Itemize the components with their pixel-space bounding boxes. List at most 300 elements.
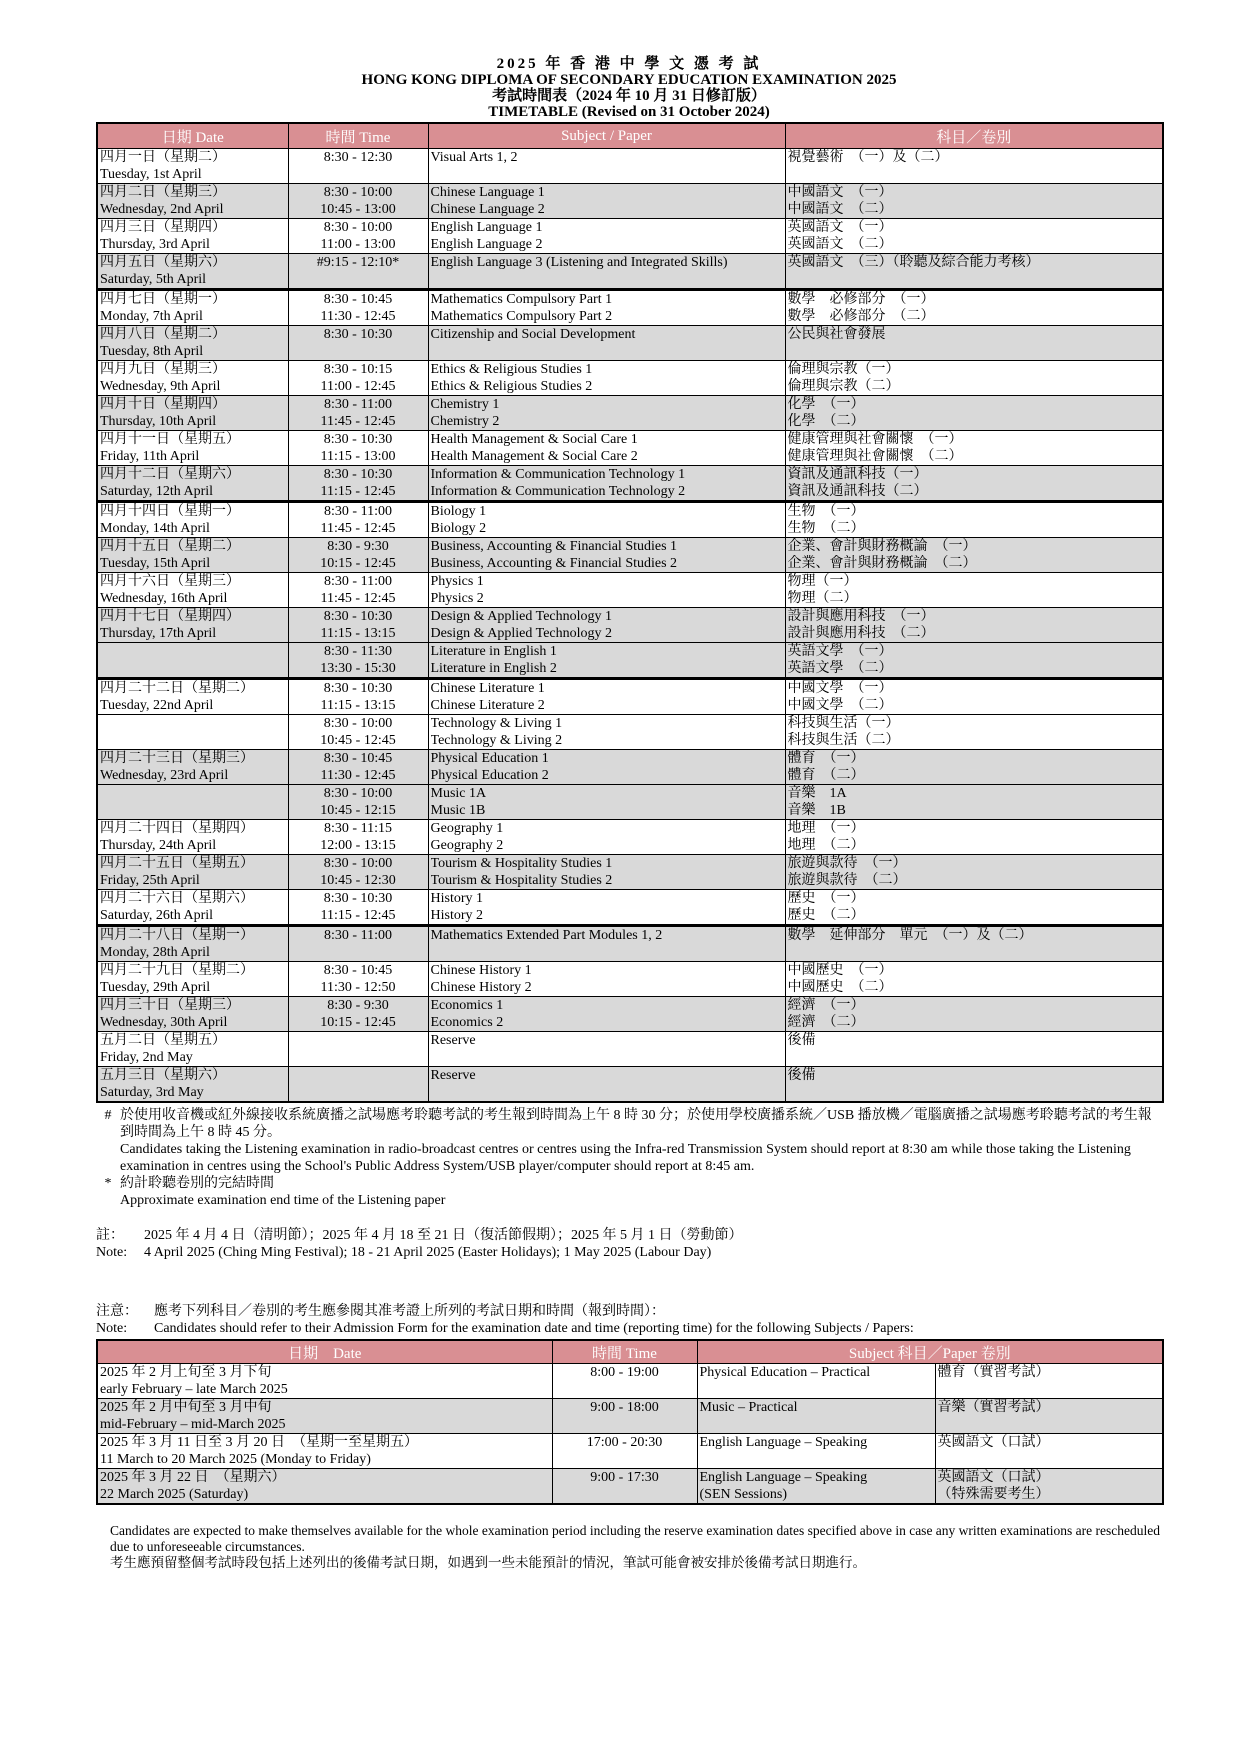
subject-cell-line: History 1 <box>430 891 483 906</box>
date-cell <box>97 715 288 750</box>
special-date-cell <box>97 1434 552 1469</box>
subject-cell <box>428 396 785 431</box>
spacer <box>96 1141 120 1175</box>
date-cell-line: 四月二日（星期三） <box>100 185 226 200</box>
subject-zh-cell-line: 視覺藝術 （一）及（二） <box>787 150 949 165</box>
time-cell <box>288 890 428 926</box>
special-subject-cell <box>697 1399 935 1434</box>
table-row <box>97 396 1163 431</box>
subject-cell <box>428 431 785 466</box>
subject-cell-line: Reserve <box>430 1033 476 1048</box>
special-date-cell <box>97 1469 552 1505</box>
special-subject-cell-line: English Language – Speaking <box>699 1435 868 1450</box>
subject-zh-cell <box>785 643 1163 679</box>
timetable-header-row <box>97 123 1163 149</box>
time-cell-line: 10:15 - 12:45 <box>320 1015 396 1030</box>
special-subject-zh-cell <box>935 1434 1163 1469</box>
date-cell-line: Thursday, 10th April <box>100 414 217 429</box>
special-subject-zh-cell <box>935 1399 1163 1434</box>
subject-cell-line: Information & Communication Technology 2 <box>430 484 686 499</box>
table-row <box>97 361 1163 396</box>
special-row <box>97 1434 1163 1469</box>
subject-cell <box>428 290 785 326</box>
subject-zh-cell-line: 中國文學 （二） <box>787 698 893 713</box>
subject-cell-line: Visual Arts 1, 2 <box>430 150 518 165</box>
column-header-subject: Subject / Paper <box>428 123 785 149</box>
special-date-cell <box>97 1364 552 1399</box>
subject-zh-cell <box>785 219 1163 254</box>
date-cell-line: 四月十一日（星期五） <box>100 432 240 447</box>
footnote-hash-en: Candidates taking the Listening examination in radio-broadcast centres or centres using the Infra-red Transmission System should report at 8:30 am while those taking the Listening examination in centres using the School's Public Address System/USB player/computer should report at 8:45 am. <box>120 1142 1131 1174</box>
special-subject-zh-cell-line: 體育（實習考試） <box>937 1365 1050 1380</box>
subject-cell-line: Chinese Language 1 <box>430 185 545 200</box>
subject-zh-cell <box>785 890 1163 926</box>
subject-zh-cell-line: 旅遊與款待 （一） <box>787 856 907 871</box>
subject-zh-cell-line: 中國語文 （二） <box>787 202 893 217</box>
special-subject-cell <box>697 1364 935 1399</box>
special-subject-zh-cell <box>935 1469 1163 1505</box>
time-cell <box>288 573 428 608</box>
subject-zh-cell <box>785 997 1163 1032</box>
date-cell-line: 五月三日（星期六） <box>100 1068 226 1083</box>
subject-cell-line: Design & Applied Technology 2 <box>430 626 613 641</box>
subject-zh-cell-line: 倫理與宗教（一） <box>787 362 900 377</box>
time-cell-line: 8:30 - 10:30 <box>323 467 393 482</box>
time-cell-line: 10:45 - 13:00 <box>320 202 396 217</box>
subject-cell-line: Physics 1 <box>430 574 484 589</box>
special-row <box>97 1364 1163 1399</box>
time-cell <box>288 643 428 679</box>
subject-cell-line: English Language 3 (Listening and Integrated Skills) <box>430 255 728 270</box>
subject-cell-line: Health Management & Social Care 2 <box>430 449 638 464</box>
time-cell <box>288 396 428 431</box>
subject-zh-cell-line: 數學 延伸部分 單元 （一）及（二） <box>787 928 1033 943</box>
time-cell-line: 8:30 - 10:30 <box>323 681 393 696</box>
subject-zh-cell-line: 數學 必修部分 （二） <box>787 309 935 324</box>
document-page <box>96 56 1162 1571</box>
subject-zh-cell <box>785 502 1163 538</box>
subject-cell <box>428 466 785 502</box>
special-subject-cell-line: Physical Education – Practical <box>699 1365 871 1380</box>
subject-zh-cell-line: 體育 （二） <box>787 768 865 783</box>
subject-zh-cell-line: 倫理與宗教（二） <box>787 379 900 394</box>
subject-cell-line: Economics 1 <box>430 998 504 1013</box>
subject-zh-cell-line: 企業、會計與財務概論 （二） <box>787 556 977 571</box>
table-row <box>97 926 1163 962</box>
column-header-subject-zh: 科目／卷別 <box>785 123 1163 149</box>
special-subject-cell-line: Music – Practical <box>699 1400 798 1415</box>
footnote-hash-en-row <box>96 1141 1162 1175</box>
time-cell-line: 8:30 - 9:30 <box>327 539 389 554</box>
special-time-cell: 9:00 - 17:30 <box>552 1469 697 1505</box>
time-cell <box>288 1032 428 1067</box>
time-cell-line: 11:00 - 12:45 <box>320 379 396 394</box>
date-cell <box>97 361 288 396</box>
date-cell <box>97 997 288 1032</box>
footnote-star-en: Approximate examination end time of the Listening paper <box>120 1193 446 1208</box>
table-row <box>97 466 1163 502</box>
special-subject-cell-line: (SEN Sessions) <box>699 1487 788 1502</box>
date-cell-line: Friday, 2nd May <box>100 1050 193 1065</box>
time-cell <box>288 184 428 219</box>
subject-zh-cell-line: 後備 <box>787 1033 816 1048</box>
subject-zh-cell <box>785 149 1163 184</box>
date-cell-line: Thursday, 24th April <box>100 838 217 853</box>
subject-zh-cell-line: 中國歷史 （二） <box>787 980 893 995</box>
time-cell <box>288 502 428 538</box>
date-cell <box>97 290 288 326</box>
subject-zh-cell <box>785 254 1163 290</box>
subject-cell <box>428 890 785 926</box>
table-row <box>97 184 1163 219</box>
subject-cell-line: Technology & Living 1 <box>430 716 563 731</box>
subject-zh-cell-line: 生物 （二） <box>787 521 865 536</box>
time-cell-line: 10:45 - 12:15 <box>320 803 396 818</box>
subject-zh-cell-line: 地理 （二） <box>787 838 865 853</box>
time-cell-line: 8:30 - 9:30 <box>327 998 389 1013</box>
date-cell-line: Wednesday, 23rd April <box>100 768 229 783</box>
subject-cell-line: Ethics & Religious Studies 2 <box>430 379 593 394</box>
subject-cell-line: Literature in English 1 <box>430 644 557 659</box>
special-subject-zh-cell-line: 英國語文（口試） <box>937 1435 1050 1450</box>
table-row <box>97 502 1163 538</box>
date-cell-line: 四月二十八日（星期一） <box>100 928 254 943</box>
subject-zh-cell-line: 資訊及通訊科技（一） <box>787 467 928 482</box>
special-body <box>97 1364 1163 1505</box>
subject-cell <box>428 750 785 785</box>
table-row <box>97 715 1163 750</box>
remark-zh-label: 註： <box>96 1228 124 1243</box>
subject-cell <box>428 361 785 396</box>
table-row <box>97 326 1163 361</box>
date-cell-line: Friday, 25th April <box>100 873 200 888</box>
special-subject-cell <box>697 1469 935 1505</box>
date-cell <box>97 962 288 997</box>
date-cell-line: Wednesday, 30th April <box>100 1015 228 1030</box>
title-en: HONG KONG DIPLOMA OF SECONDARY EDUCATION EXAMINATION 2025 <box>361 72 897 88</box>
special-subject-zh-cell-line: （特殊需要考生） <box>937 1487 1050 1502</box>
date-cell <box>97 219 288 254</box>
column-header-time: 時間 Time <box>288 123 428 149</box>
note2-zh-label: 注意： <box>96 1304 138 1319</box>
time-cell-line: 11:45 - 12:45 <box>320 591 396 606</box>
time-cell-line: 8:30 - 10:00 <box>323 220 393 235</box>
subject-zh-cell-line: 體育 （一） <box>787 751 865 766</box>
special-date-cell-line: 2025 年 2 月上旬至 3 月下旬 <box>100 1365 272 1380</box>
subject-zh-cell <box>785 396 1163 431</box>
date-cell-line: 四月八日（星期二） <box>100 327 226 342</box>
special-subject-zh-cell <box>935 1364 1163 1399</box>
special-time-cell: 9:00 - 18:00 <box>552 1399 697 1434</box>
table-row <box>97 820 1163 855</box>
date-cell-line: 四月十六日（星期三） <box>100 574 240 589</box>
special-subject-cell-line: English Language – Speaking <box>699 1470 868 1485</box>
special-note <box>96 1303 1162 1337</box>
table-row <box>97 750 1163 785</box>
time-cell <box>288 219 428 254</box>
time-cell-line: 8:30 - 10:30 <box>323 327 393 342</box>
time-cell-line: 8:30 - 10:00 <box>323 185 393 200</box>
date-cell-line: Thursday, 17th April <box>100 626 217 641</box>
subject-cell <box>428 608 785 643</box>
subject-zh-cell-line: 生物 （一） <box>787 504 865 519</box>
special-date-cell <box>97 1399 552 1434</box>
time-cell-line: 11:00 - 13:00 <box>320 237 396 252</box>
subject-cell-line: Information & Communication Technology 1 <box>430 467 686 482</box>
date-cell <box>97 254 288 290</box>
subject-zh-cell <box>785 962 1163 997</box>
date-cell <box>97 502 288 538</box>
timetable-body <box>97 149 1163 1103</box>
note2-zh-text: 應考下列科目／卷別的考生應參閱其准考證上所列的考試日期和時間（報到時間）： <box>154 1304 665 1319</box>
subject-zh-cell-line: 中國語文 （一） <box>787 185 893 200</box>
table-row <box>97 890 1163 926</box>
date-cell <box>97 785 288 820</box>
date-cell-line: Saturday, 12th April <box>100 484 214 499</box>
time-cell-line: 11:30 - 12:45 <box>320 768 396 783</box>
note2-en-text: Candidates should refer to their Admission Form for the examination date and time (reporting time) for the following Subjects / Papers: <box>154 1321 914 1336</box>
time-cell-line: 11:30 - 12:45 <box>320 309 396 324</box>
time-cell <box>288 750 428 785</box>
special-date-cell-line: 2025 年 3 月 22 日 （星期六） <box>100 1470 286 1485</box>
time-cell-line: 8:30 - 11:00 <box>324 504 392 519</box>
time-cell <box>288 431 428 466</box>
star-symbol: * <box>104 1176 112 1191</box>
table-row <box>97 997 1163 1032</box>
date-cell-line: 四月二十四日（星期四） <box>100 821 254 836</box>
note2-en-label: Note: <box>96 1321 128 1336</box>
subject-zh-cell-line: 中國文學 （一） <box>787 681 893 696</box>
time-cell <box>288 290 428 326</box>
date-cell <box>97 643 288 679</box>
subject-cell-line: Tourism & Hospitality Studies 2 <box>430 873 613 888</box>
subject-zh-cell-line: 歷史 （二） <box>787 908 865 923</box>
hash-symbol: # <box>104 1108 112 1123</box>
date-cell-line: 四月十日（星期四） <box>100 397 226 412</box>
remark-en-label: Note: <box>96 1245 128 1260</box>
time-cell-line: 8:30 - 10:00 <box>323 786 393 801</box>
time-cell-line: 8:30 - 10:00 <box>323 856 393 871</box>
date-cell-line: Tuesday, 22nd April <box>100 698 214 713</box>
subject-cell-line: Geography 1 <box>430 821 504 836</box>
table-row <box>97 1032 1163 1067</box>
date-cell <box>97 431 288 466</box>
subject-zh-cell-line: 中國歷史 （一） <box>787 963 893 978</box>
time-cell-line: 8:30 - 10:45 <box>323 292 393 307</box>
subject-cell-line: Ethics & Religious Studies 1 <box>430 362 593 377</box>
subject-cell-line: Economics 2 <box>430 1015 504 1030</box>
time-cell <box>288 466 428 502</box>
subject-zh-cell-line: 地理 （一） <box>787 821 865 836</box>
subject-cell <box>428 785 785 820</box>
subject-cell-line: Chemistry 1 <box>430 397 500 412</box>
final-en: Candidates are expected to make themselves available for the whole examination period including the reserve examination dates specified above in case any written examinations are rescheduled due to unforeseeable circumstances. <box>110 1523 1160 1554</box>
table-row <box>97 254 1163 290</box>
subject-cell-line: Biology 1 <box>430 504 487 519</box>
table-row <box>97 538 1163 573</box>
date-cell <box>97 184 288 219</box>
subject-zh-cell-line: 經濟 （二） <box>787 1015 865 1030</box>
special-header-row <box>97 1340 1163 1364</box>
date-cell-line: Wednesday, 2nd April <box>100 202 224 217</box>
table-row <box>97 1067 1163 1103</box>
time-cell-line: 11:15 - 13:00 <box>320 449 396 464</box>
time-cell <box>288 538 428 573</box>
subject-cell <box>428 1032 785 1067</box>
subject-zh-cell <box>785 573 1163 608</box>
special-date-cell-line: early February – late March 2025 <box>100 1382 288 1397</box>
subject-cell-line: Physics 2 <box>430 591 484 606</box>
subject-zh-cell-line: 物理（一） <box>787 574 858 589</box>
subject-zh-cell-line: 數學 必修部分 （一） <box>787 292 935 307</box>
time-cell-line: 8:30 - 11:00 <box>324 574 392 589</box>
date-cell-line: Tuesday, 15th April <box>100 556 211 571</box>
date-cell-line: 四月十七日（星期四） <box>100 609 240 624</box>
subject-zh-cell-line: 科技與生活（一） <box>787 716 900 731</box>
subject-zh-cell-line: 音樂 1A <box>787 786 847 801</box>
date-cell-line: Monday, 7th April <box>100 309 203 324</box>
time-cell <box>288 997 428 1032</box>
date-cell <box>97 396 288 431</box>
time-cell-line: 11:15 - 13:15 <box>320 698 396 713</box>
subject-zh-cell-line: 健康管理與社會關懷 （二） <box>787 449 963 464</box>
date-cell-line: Tuesday, 8th April <box>100 344 204 359</box>
time-cell <box>288 855 428 890</box>
table-row <box>97 962 1163 997</box>
special-header-date: 日期 Date <box>97 1340 552 1364</box>
date-cell-line: 四月三十日（星期三） <box>100 998 240 1013</box>
subject-cell-line: Chemistry 2 <box>430 414 500 429</box>
special-row <box>97 1399 1163 1434</box>
time-cell <box>288 1067 428 1103</box>
time-cell-line: 10:15 - 12:45 <box>320 556 396 571</box>
subject-zh-cell-line: 後備 <box>787 1068 816 1083</box>
date-cell-line: 四月三日（星期四） <box>100 220 226 235</box>
subject-zh-cell <box>785 290 1163 326</box>
time-cell-line: 11:45 - 12:45 <box>320 414 396 429</box>
time-cell-line: 11:15 - 12:45 <box>320 908 396 923</box>
subject-cell-line: Physical Education 2 <box>430 768 549 783</box>
date-cell <box>97 149 288 184</box>
footnote-hash-zh: 於使用收音機或紅外線接收系統廣播之試場應考聆聽考試的考生報到時間為上午 8 時 30 分；於使用學校廣播系統／USB 播放機／電腦廣播之試場應考聆聽考試的考生報到時間為上午 8 時 45 分。 <box>120 1108 1152 1140</box>
document-header <box>96 56 1162 120</box>
subject-cell-line: Citizenship and Social Development <box>430 327 636 342</box>
subject-zh-cell-line: 化學 （二） <box>787 414 865 429</box>
subject-zh-cell-line: 設計與應用科技 （二） <box>787 626 935 641</box>
time-cell-line: #9:15 - 12:10* <box>316 255 400 270</box>
timetable <box>96 122 1164 1103</box>
subject-zh-cell-line: 音樂 1B <box>787 803 846 818</box>
subject-zh-cell-line: 資訊及通訊科技（二） <box>787 484 928 499</box>
subject-cell <box>428 538 785 573</box>
subject-zh-cell-line: 英國語文 （二） <box>787 237 893 252</box>
time-cell <box>288 715 428 750</box>
subject-zh-cell <box>785 679 1163 715</box>
subject-zh-cell <box>785 466 1163 502</box>
date-cell-line: Saturday, 26th April <box>100 908 214 923</box>
subject-zh-cell <box>785 926 1163 962</box>
special-date-cell-line: 22 March 2025 (Saturday) <box>100 1487 249 1502</box>
subject-cell-line: Music 1B <box>430 803 486 818</box>
date-cell-line: Friday, 11th April <box>100 449 200 464</box>
date-cell <box>97 855 288 890</box>
time-cell-line: 8:30 - 10:30 <box>323 609 393 624</box>
footnote-star-zh: 約計聆聽卷別的完結時間 <box>120 1176 274 1191</box>
subject-cell-line: Mathematics Compulsory Part 2 <box>430 309 613 324</box>
time-cell-line: 8:30 - 10:00 <box>323 716 393 731</box>
date-cell-line: Wednesday, 16th April <box>100 591 228 606</box>
subject-zh-cell-line: 物理（二） <box>787 591 858 606</box>
subject-cell-line: Reserve <box>430 1068 476 1083</box>
subject-zh-cell-line: 英語文學 （二） <box>787 661 893 676</box>
special-date-cell-line: mid-February – mid-March 2025 <box>100 1417 286 1432</box>
table-row <box>97 149 1163 184</box>
date-cell-line: Tuesday, 1st April <box>100 167 202 182</box>
date-cell <box>97 326 288 361</box>
subject-cell-line: Tourism & Hospitality Studies 1 <box>430 856 613 871</box>
date-cell-line: 四月十五日（星期二） <box>100 539 240 554</box>
date-cell-line: 四月二十九日（星期二） <box>100 963 254 978</box>
subject-cell-line: Chinese Literature 2 <box>430 698 545 713</box>
subject-cell-line: Geography 2 <box>430 838 504 853</box>
subject-cell <box>428 962 785 997</box>
remark-zh-text: 2025 年 4 月 4 日（清明節）；2025 年 4 月 18 至 21 日（復活節假期）；2025 年 5 月 1 日（勞動節） <box>144 1228 743 1243</box>
subject-cell-line: Design & Applied Technology 1 <box>430 609 613 624</box>
date-cell-line: 四月二十六日（星期六） <box>100 891 254 906</box>
subject-zh-cell <box>785 184 1163 219</box>
date-cell <box>97 679 288 715</box>
subject-zh-cell <box>785 1067 1163 1103</box>
special-time-cell: 17:00 - 20:30 <box>552 1434 697 1469</box>
table-row <box>97 290 1163 326</box>
subject-zh-cell <box>785 1032 1163 1067</box>
subject-cell <box>428 715 785 750</box>
subject-zh-cell <box>785 361 1163 396</box>
subject-cell <box>428 643 785 679</box>
special-time-cell: 8:00 - 19:00 <box>552 1364 697 1399</box>
table-row <box>97 573 1163 608</box>
date-cell <box>97 466 288 502</box>
date-cell-line: 四月十二日（星期六） <box>100 467 240 482</box>
special-header-time: 時間 Time <box>552 1340 697 1364</box>
subject-zh-cell <box>785 715 1163 750</box>
date-cell-line: 四月五日（星期六） <box>100 255 226 270</box>
date-cell <box>97 573 288 608</box>
subject-zh-cell-line: 公民與社會發展 <box>787 327 886 342</box>
subject-cell-line: Chinese History 1 <box>430 963 532 978</box>
subject-zh-cell-line: 歷史 （一） <box>787 891 865 906</box>
subject-cell <box>428 184 785 219</box>
final-statement <box>96 1523 1162 1571</box>
date-cell-line: Monday, 14th April <box>100 521 210 536</box>
date-cell <box>97 926 288 962</box>
subject-zh-cell <box>785 785 1163 820</box>
special-row <box>97 1469 1163 1505</box>
subject-cell <box>428 149 785 184</box>
subject-zh-cell-line: 企業、會計與財務概論 （一） <box>787 539 977 554</box>
subject-cell <box>428 502 785 538</box>
subject-zh-cell <box>785 326 1163 361</box>
subject-cell-line: History 2 <box>430 908 483 923</box>
special-date-cell-line: 2025 年 2 月中旬至 3 月中旬 <box>100 1400 272 1415</box>
date-cell-line: 四月九日（星期三） <box>100 362 226 377</box>
date-cell-line: Monday, 28th April <box>100 945 210 960</box>
time-cell-line: 8:30 - 10:30 <box>323 891 393 906</box>
subject-cell-line: English Language 1 <box>430 220 543 235</box>
subject-cell-line: Biology 2 <box>430 521 487 536</box>
subject-cell <box>428 679 785 715</box>
date-cell-line: 四月一日（星期二） <box>100 150 226 165</box>
